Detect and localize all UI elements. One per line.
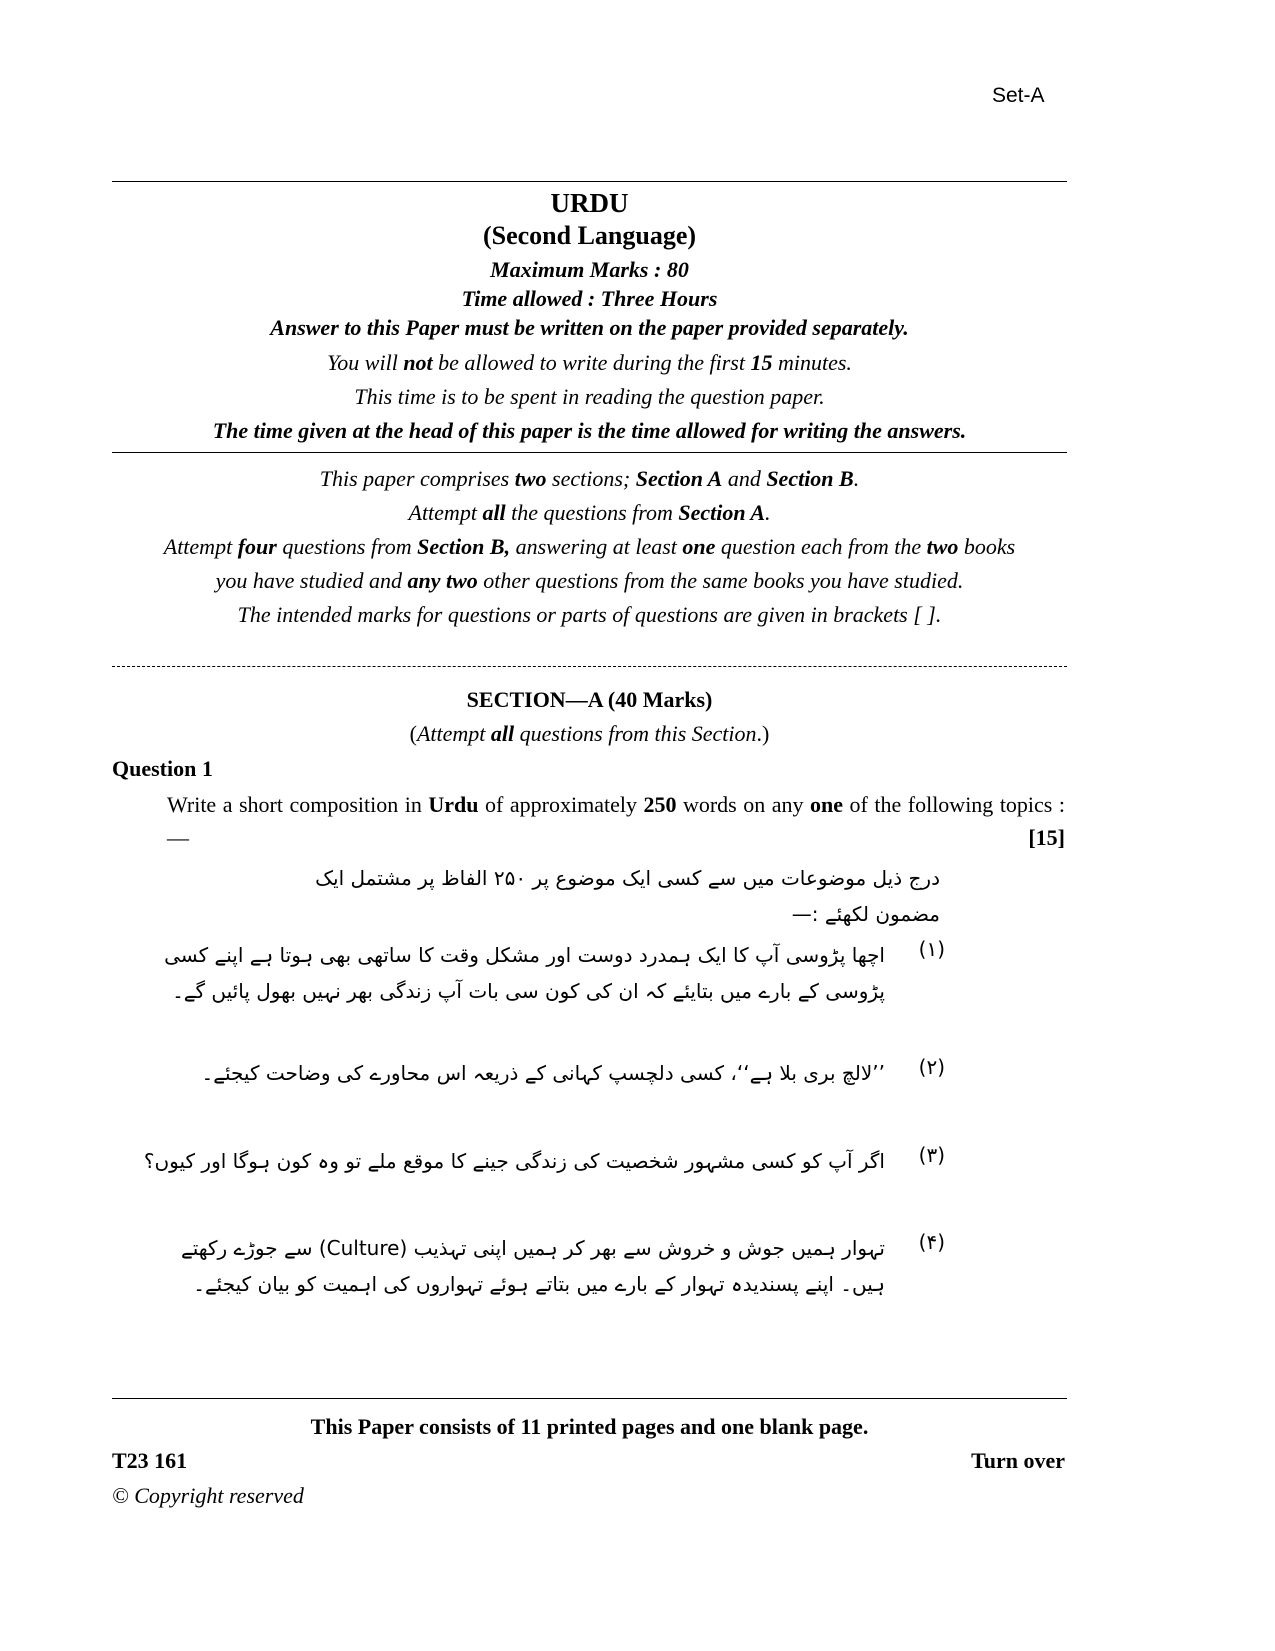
option-text: اگر آپ کو کسی مشہور شخصیت کی زندگی جینے کا موقع ملے تو وہ کون ہوگا اور کیوں؟: [143, 1149, 885, 1173]
text-span: you have studied and: [215, 568, 408, 593]
urdu-instruction: درج ذیل موضوعات میں سے کسی ایک موضوع پر ۲۵۰ الفاظ پر مشتمل ایک مضمون لکھئے :—: [315, 866, 940, 926]
text-span: Attempt: [408, 500, 483, 525]
text-span-bold: Section B,: [417, 534, 511, 559]
dashed-divider: [112, 666, 1067, 667]
text-span: You will: [327, 350, 404, 375]
text-span: other questions from the same books you have studied.: [477, 568, 964, 593]
text-span-bold: all: [490, 721, 515, 746]
option-text: ’’لالچ بری بلا ہے‘‘، کسی دلچسپ کہانی کے ذریعہ اس محاورے کی وضاحت کیجئے۔: [201, 1061, 885, 1085]
reading-time-line: [112, 350, 1067, 376]
text-span-bold: any two: [407, 568, 478, 593]
instruction-line-1: [112, 466, 1067, 492]
text-span: sections;: [546, 466, 636, 491]
set-label: Set-A: [992, 84, 1045, 107]
text-span: questions from this Section: [514, 721, 757, 746]
page-count-note: This Paper consists of 11 printed pages and one blank page.: [310, 1414, 869, 1439]
text-span: Attempt: [163, 534, 238, 559]
text-span: and: [722, 466, 767, 491]
copyright-note: © Copyright reserved: [112, 1483, 304, 1508]
maximum-marks: Maximum Marks : 80: [490, 257, 689, 282]
text-span: .: [765, 500, 771, 525]
option-number: (۱): [918, 937, 945, 961]
instruction-line-3: [112, 534, 1067, 560]
text-span: (: [409, 721, 417, 746]
section-heading: SECTION—A (40 Marks): [466, 687, 713, 712]
text-span-bold: Section B: [766, 466, 854, 491]
instruction-line-2: [112, 500, 1067, 526]
text-span-bold: all: [482, 500, 506, 525]
text-span-bold: not: [403, 350, 433, 375]
top-rule: [112, 181, 1067, 182]
text-span: books: [958, 534, 1016, 559]
text-span-bold: four: [237, 534, 277, 559]
text-span: Write a short composition in: [167, 792, 429, 817]
option-text: تہوار ہمیں جوش و خروش سے بھر کر ہمیں اپنی تہذیب (Culture) سے جوڑے رکھتے ہیں۔ اپنے پسندیدہ تہوار کے بارے میں بتاتے ہوئے تہواروں کی اہمیت کو بیان کیجئے۔: [181, 1236, 885, 1296]
section-subheading: [112, 721, 1067, 747]
text-span: of the following topics :—: [167, 792, 1065, 850]
question-label: Question 1: [112, 756, 213, 781]
text-span: answering at least: [510, 534, 683, 559]
text-span-bold: Section A: [678, 500, 765, 525]
text-span-bold: two: [514, 466, 547, 491]
turn-over-label: Turn over: [971, 1448, 1065, 1473]
text-span-bold: Section A: [635, 466, 723, 491]
text-span-bold: 15: [750, 350, 773, 375]
text-span: be allowed to write during the first: [432, 350, 751, 375]
text-span: questions from: [276, 534, 418, 559]
text-span: minutes.: [772, 350, 852, 375]
answer-note: Answer to this Paper must be written on the paper provided separately.: [270, 315, 909, 340]
option-number: (۴): [918, 1230, 945, 1254]
question-text: [167, 788, 1065, 854]
option-number: (۲): [918, 1055, 945, 1079]
text-span-bold: two: [926, 534, 959, 559]
time-given-note: The time given at the head of this paper is the time allowed for writing the answers.: [212, 418, 967, 443]
footer-rule: [112, 1398, 1067, 1399]
paper-subtitle: (Second Language): [482, 221, 697, 250]
text-span: question each from the: [715, 534, 927, 559]
reading-time-line-2: This time is to be spent in reading the question paper.: [354, 384, 825, 409]
text-span: the questions from: [505, 500, 679, 525]
instruction-line-5: The intended marks for questions or parts of questions are given in brackets [ ].: [237, 602, 942, 627]
text-span-bold: Urdu: [428, 792, 479, 817]
text-span-bold: one: [810, 792, 844, 817]
text-span: Attempt: [416, 721, 491, 746]
text-span-bold: one: [682, 534, 716, 559]
paper-code: T23 161: [112, 1448, 188, 1473]
text-span: words on any: [676, 792, 811, 817]
text-span-bold: 250: [643, 792, 677, 817]
text-span: .): [756, 721, 770, 746]
text-span: This paper comprises: [319, 466, 515, 491]
text-span: .: [853, 466, 860, 491]
paper-title: URDU: [550, 188, 629, 218]
option-number: (۳): [918, 1143, 945, 1167]
instruction-line-4: [112, 568, 1067, 594]
question-marks: [15]: [1028, 825, 1065, 850]
text-span: of approximately: [478, 792, 644, 817]
header-bottom-rule: [112, 452, 1067, 453]
option-text: اچھا پڑوسی آپ کا ایک ہمدرد دوست اور مشکل وقت کا ساتھی بھی ہوتا ہے اپنے کسی پڑوسی کے بارے میں بتایئے کہ ان کی کون سی بات آپ زندگی بھر نہیں بھول پائیں گے۔: [164, 943, 885, 1003]
time-allowed: Time allowed : Three Hours: [461, 286, 718, 311]
